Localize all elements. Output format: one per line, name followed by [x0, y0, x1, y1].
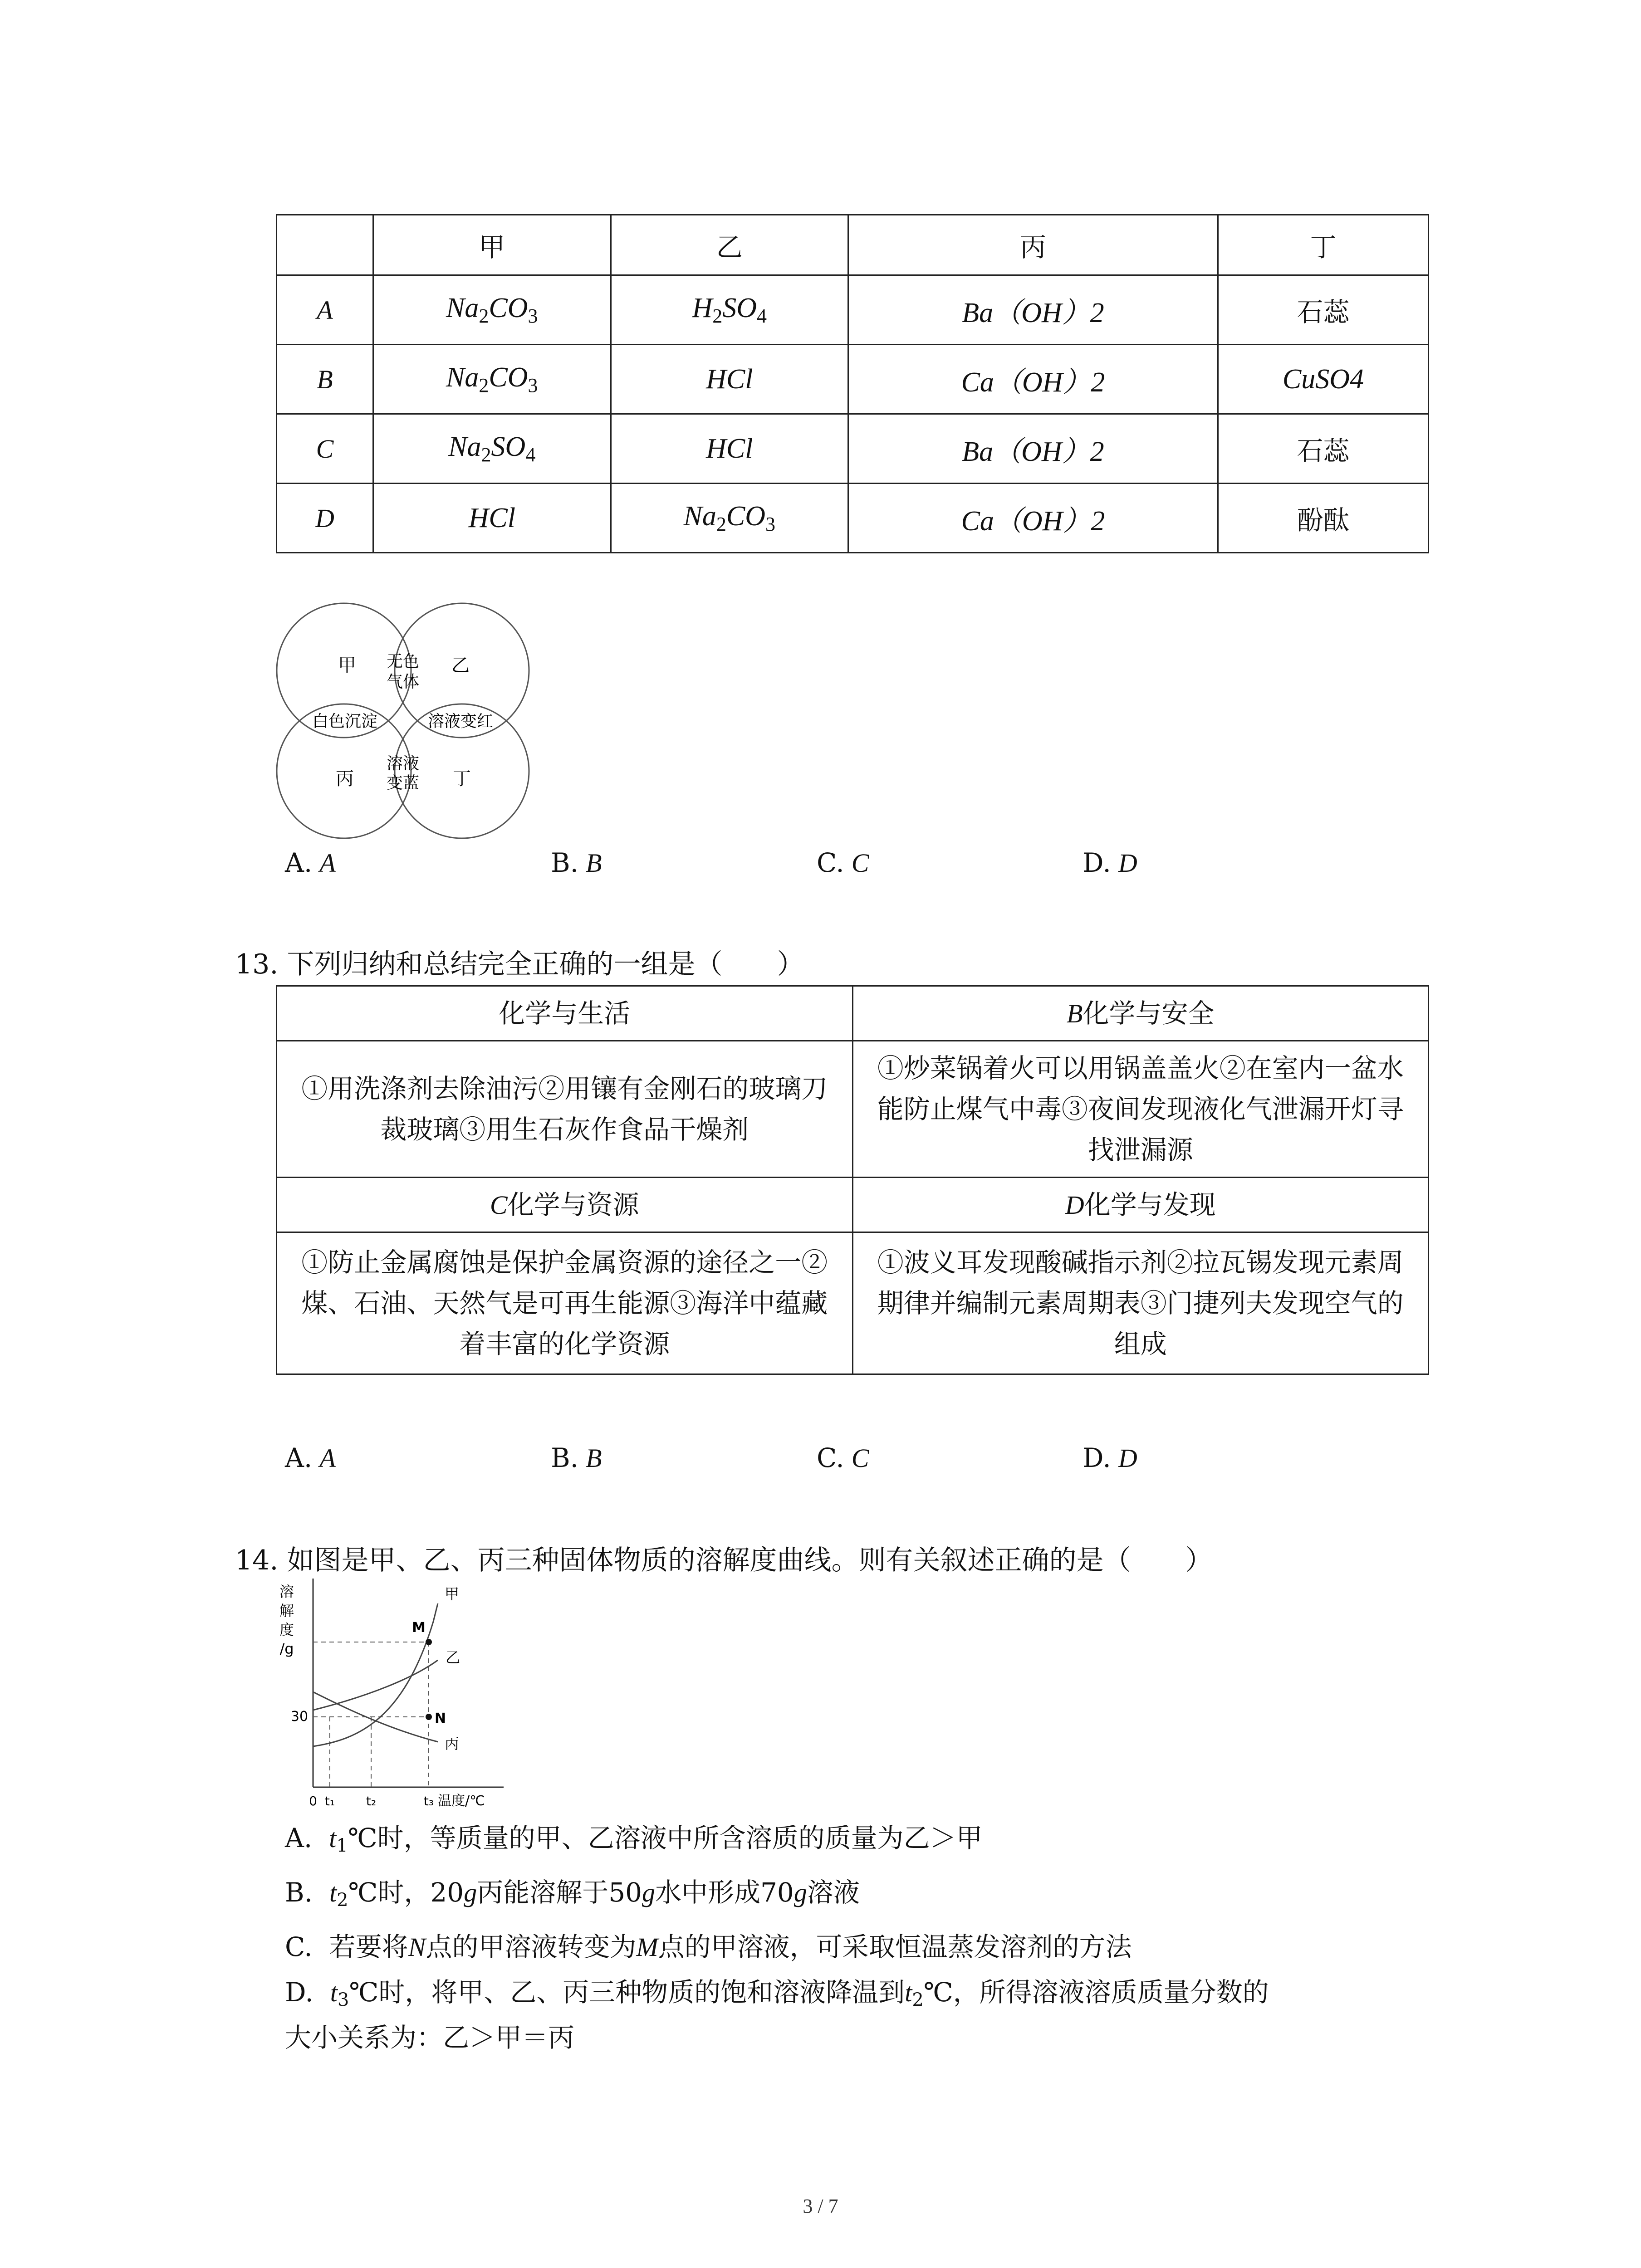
- venn-label-yi: 乙: [451, 655, 470, 676]
- table-row: [277, 1232, 1429, 1374]
- q13-options: [285, 1442, 1348, 1473]
- venn-right-overlap: 溶液变红: [427, 712, 494, 731]
- x-tick-t3: t₃: [423, 1794, 434, 1809]
- cell-ding: 酚酞: [1218, 484, 1428, 553]
- row-label: B: [277, 345, 373, 414]
- cell-yi: $Na_2CO_3$: [611, 484, 848, 553]
- cell-yi: $H_2SO_4$: [611, 275, 848, 345]
- q13-stem: 13. 下列归纳和总结完全正确的一组是（ ）: [235, 948, 804, 980]
- q13-d-title: D化学与发现: [852, 1178, 1429, 1232]
- x-tick-t2: t₂: [366, 1794, 377, 1809]
- cell-jia: $Na_2SO_4$: [373, 414, 611, 484]
- venn-label-jia: 甲: [338, 655, 356, 676]
- table-row: [277, 1178, 1429, 1232]
- curve-label-jia: 甲: [445, 1585, 460, 1603]
- venn-label-ding: 丁: [453, 768, 471, 789]
- x-tick-0: 0: [309, 1794, 317, 1809]
- q13-c-body: ①防止金属腐蚀是保护金属资源的途径之一②煤、石油、天然气是可再生能源③海洋中蕴藏着丰富的化学资源: [277, 1232, 853, 1374]
- venn-label-bing: 丙: [336, 768, 354, 789]
- q14-choice-d[interactable]: D. $t_3℃$时，将甲、乙、丙三种物质的饱和溶液降温到$t_2℃$，所得溶液溶质质量分数的: [285, 1977, 1269, 2010]
- q13-a-title: 化学与生活: [277, 986, 853, 1041]
- header-yi: 乙: [611, 215, 848, 275]
- q12-options: [285, 847, 1348, 878]
- header-bing: 丙: [848, 215, 1218, 275]
- curve-yi: [313, 1660, 438, 1710]
- option-d[interactable]: D. D: [1083, 1442, 1137, 1473]
- row-label: D: [277, 484, 373, 553]
- q14-choice-b[interactable]: B. $t_2℃$时，20g丙能溶解于50g水中形成70g溶液: [285, 1877, 860, 1911]
- header-ding: 丁: [1218, 215, 1428, 275]
- q13-c-title: C化学与资源: [277, 1178, 853, 1232]
- cell-bing: Ca（OH）2: [848, 345, 1218, 414]
- q14-stem: 14. 如图是甲、乙、丙三种固体物质的溶解度曲线。则有关叙述正确的是（ ）: [235, 1545, 1213, 1576]
- q14-choice-c[interactable]: C. 若要将N点的甲溶液转变为M点的甲溶液，可采取恒温蒸发溶剂的方法: [285, 1931, 1132, 1962]
- point-m: [426, 1639, 432, 1645]
- venn-bottom-overlap-line1: 溶液: [386, 754, 420, 773]
- cell-jia: $Na_2CO_3$: [373, 275, 611, 345]
- q13-d-body: ①波义耳发现酸碱指示剂②拉瓦锡发现元素周期律并编制元素周期表③门捷列夫发现空气的组成: [852, 1232, 1429, 1374]
- q13-a-body: ①用洗涤剂去除油污②用镶有金刚石的玻璃刀裁玻璃③用生石灰作食品干燥剂: [277, 1041, 853, 1178]
- cell-bing: Ba（OH）2: [848, 414, 1218, 484]
- cell-jia: HCl: [373, 484, 611, 553]
- option-a[interactable]: A. A: [285, 1442, 336, 1473]
- cell-yi: HCl: [611, 414, 848, 484]
- y-tick-30: 30: [290, 1709, 309, 1725]
- venn-top-overlap-line2: 气体: [386, 673, 420, 691]
- point-label-n: N: [435, 1711, 446, 1726]
- curve-label-yi: 乙: [446, 1649, 460, 1666]
- table-row: [277, 484, 1429, 553]
- venn-left-overlap: 白色沉淀: [312, 712, 378, 731]
- reagent-table: [276, 214, 1429, 553]
- header-jia: 甲: [373, 215, 611, 275]
- table-header-row: [277, 215, 1429, 275]
- q13-b-body: ①炒菜锅着火可以用锅盖盖火②在室内一盆水能防止煤气中毒③夜间发现液化气泄漏开灯寻找泄漏源: [852, 1041, 1429, 1178]
- cell-bing: Ca（OH）2: [848, 484, 1218, 553]
- table-row: [277, 275, 1429, 345]
- y-axis-label-2: 解: [279, 1602, 294, 1619]
- x-tick-t1: t₁: [324, 1794, 335, 1809]
- option-a[interactable]: A. A: [285, 847, 336, 878]
- option-b[interactable]: B. B: [551, 847, 602, 878]
- point-n: [426, 1714, 432, 1720]
- cell-jia: $Na_2CO_3$: [373, 345, 611, 414]
- x-axis-label: 温度/℃: [438, 1793, 485, 1809]
- y-axis-label-1: 溶: [279, 1583, 294, 1600]
- venn-bottom-overlap-line2: 变蓝: [386, 774, 420, 792]
- table-row: [277, 345, 1429, 414]
- point-label-m: M: [412, 1620, 426, 1636]
- table-row: [277, 1041, 1429, 1178]
- option-c[interactable]: C. C: [817, 847, 869, 878]
- y-axis-label-4: /g: [279, 1640, 294, 1657]
- q14-choice-d-line2: 大小关系为：乙＞甲＝丙: [285, 2022, 575, 2053]
- curve-label-bing: 丙: [445, 1735, 460, 1752]
- q14-choice-a[interactable]: A. $t_1℃$时，等质量的甲、乙溶液中所含溶质的质量为乙＞甲: [285, 1823, 983, 1856]
- q13-table: [276, 985, 1429, 1375]
- option-c[interactable]: C. C: [817, 1442, 869, 1473]
- y-axis-label-3: 度: [279, 1621, 294, 1638]
- venn-diagram: [272, 599, 535, 844]
- option-d[interactable]: D. D: [1083, 847, 1137, 878]
- cell-ding: 石蕊: [1218, 414, 1428, 484]
- option-b[interactable]: B. B: [551, 1442, 602, 1473]
- table-row: [277, 414, 1429, 484]
- q13-b-title: B化学与安全: [852, 986, 1429, 1041]
- cell-ding: 石蕊: [1218, 275, 1428, 345]
- cell-bing: Ba（OH）2: [848, 275, 1218, 345]
- solubility-graph: [268, 1579, 540, 1819]
- cell-ding: CuSO4: [1218, 345, 1428, 414]
- cell-yi: HCl: [611, 345, 848, 414]
- table-corner-cell: [277, 215, 373, 275]
- page-number: 3 / 7: [803, 2195, 838, 2217]
- table-row: [277, 986, 1429, 1041]
- row-label: A: [277, 275, 373, 345]
- venn-top-overlap-line1: 无色: [386, 652, 420, 671]
- row-label: C: [277, 414, 373, 484]
